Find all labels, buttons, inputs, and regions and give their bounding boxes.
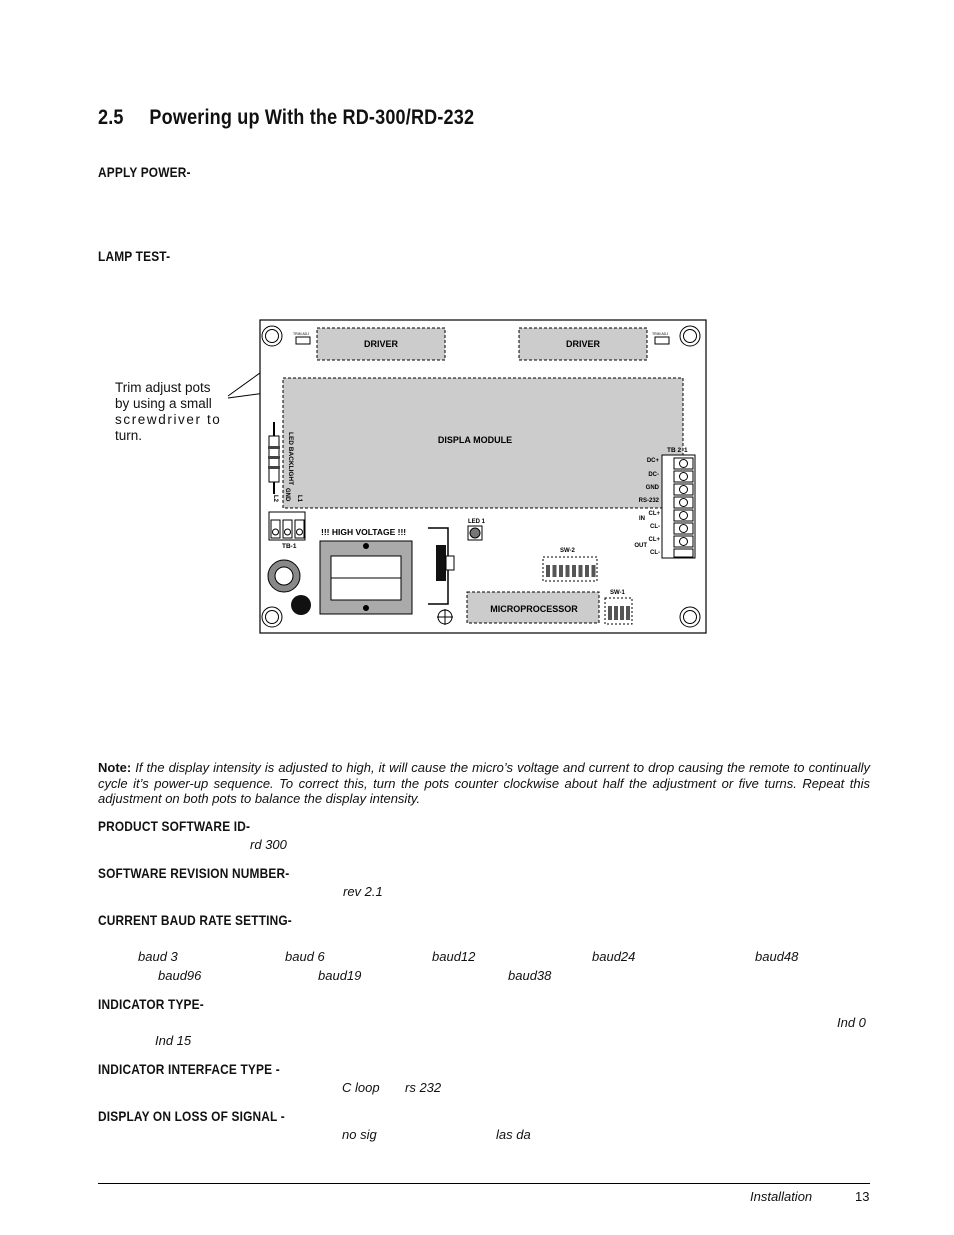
regulator-body xyxy=(436,545,446,581)
heading-loss-of-signal: DISPLAY ON LOSS OF SIGNAL - xyxy=(98,1108,285,1124)
note-label: Note: xyxy=(98,760,132,775)
heading-lamp-test: LAMP TEST- xyxy=(98,248,171,264)
value-baud: baud48 xyxy=(755,949,799,964)
driver-right-label: DRIVER xyxy=(565,339,601,349)
trim-right-label: TRIM ADJ xyxy=(652,332,668,336)
heading-baud-rate: CURRENT BAUD RATE SETTING- xyxy=(98,912,292,928)
value-rev: rev 2.1 xyxy=(343,884,383,899)
mount-hole-tr xyxy=(680,326,700,346)
terminal-label: CL+ xyxy=(648,511,660,517)
heading-software-revision: SOFTWARE REVISION NUMBER- xyxy=(98,865,290,881)
heading-indicator-type: INDICATOR TYPE- xyxy=(98,996,204,1012)
value-ind0: Ind 0 xyxy=(837,1015,866,1030)
terminal-label: CL- xyxy=(650,524,660,530)
value-nosig: no sig xyxy=(342,1127,377,1142)
page-number: 13 xyxy=(855,1189,870,1204)
mount-hole-bl xyxy=(262,607,282,627)
value-baud: baud19 xyxy=(318,968,362,983)
value-baud: baud 3 xyxy=(138,949,178,964)
trim-left-label: TRIM ADJ xyxy=(293,332,309,336)
value-baud: baud38 xyxy=(508,968,552,983)
high-voltage-label: !!! HIGH VOLTAGE !!! xyxy=(321,527,407,537)
driver-left-label: DRIVER xyxy=(363,339,399,349)
heading-apply-power: APPLY POWER- xyxy=(98,164,191,180)
footer-rule xyxy=(98,1183,870,1184)
section-number: 2.5 xyxy=(98,106,124,129)
led-backlight-label: LED BACKLIGHT xyxy=(287,432,294,486)
mount-hole-br xyxy=(680,607,700,627)
callout-line: by using a small xyxy=(115,396,212,411)
value-rd300: rd 300 xyxy=(250,837,287,852)
in-label: IN xyxy=(639,516,645,522)
value-baud: baud96 xyxy=(158,968,202,983)
value-ind15: Ind 15 xyxy=(155,1033,192,1048)
resistor-band xyxy=(268,466,280,469)
tb1-label: TB-1 xyxy=(282,543,297,550)
out-label: OUT xyxy=(634,543,647,549)
section-title-text: Powering up With the RD-300/RD-232 xyxy=(149,106,475,129)
buzzer xyxy=(291,595,311,615)
note-paragraph xyxy=(98,760,870,807)
tb2-terminals xyxy=(674,458,693,557)
terminal-label: RS-232 xyxy=(638,498,659,504)
value-cloop: C loop xyxy=(342,1080,380,1095)
l1-label: L1 xyxy=(296,495,302,503)
heading-interface-type: INDICATOR INTERFACE TYPE - xyxy=(98,1061,280,1077)
heading-product-software-id: PRODUCT SOFTWARE ID- xyxy=(98,818,251,834)
gnd-label: GND xyxy=(284,488,290,502)
footer-section: Installation xyxy=(750,1189,813,1204)
resistor-band xyxy=(268,446,280,449)
terminal-label: CL+ xyxy=(648,537,660,543)
terminal-label: DC- xyxy=(648,472,659,478)
callout-line: turn. xyxy=(115,428,143,443)
value-rs232: rs 232 xyxy=(405,1080,442,1095)
l2-label: L2 xyxy=(272,495,278,503)
tb2-label: TB 2 xyxy=(667,447,682,454)
led1-label: LED 1 xyxy=(468,519,486,525)
value-baud: baud 6 xyxy=(285,949,325,964)
value-baud: baud24 xyxy=(592,949,636,964)
sw2-label: SW-2 xyxy=(560,548,575,554)
note-text: If the display intensity is adjusted to high, it will cause the micro’s voltage and current to drop causing the remote to continually cycle it’s power-up sequence. To correct this, turn the pots counter clockwise about half the adjustment or five turns. Repeat this adjustment on both pots to balance the display intensity. xyxy=(98,760,870,806)
display-module-label: DISPLA MODULE xyxy=(437,435,513,445)
callout-line: Trim adjust pots xyxy=(115,380,211,395)
value-baud: baud12 xyxy=(432,949,476,964)
resistor-band xyxy=(268,456,280,459)
microprocessor-label: MICROPROCESSOR xyxy=(490,604,578,614)
terminal-label: DC+ xyxy=(646,458,659,464)
value-lasda: las da xyxy=(496,1127,531,1142)
mount-hole-tl xyxy=(262,326,282,346)
trim-pot-right xyxy=(655,337,669,344)
terminal-label: GND xyxy=(645,485,659,491)
tb2-pin-label: 1 xyxy=(684,447,688,454)
sw1-label: SW-1 xyxy=(610,590,625,596)
terminal-label: CL- xyxy=(650,550,660,556)
callout-line: screwdriver to xyxy=(115,412,222,427)
trim-pot-left xyxy=(296,337,310,344)
